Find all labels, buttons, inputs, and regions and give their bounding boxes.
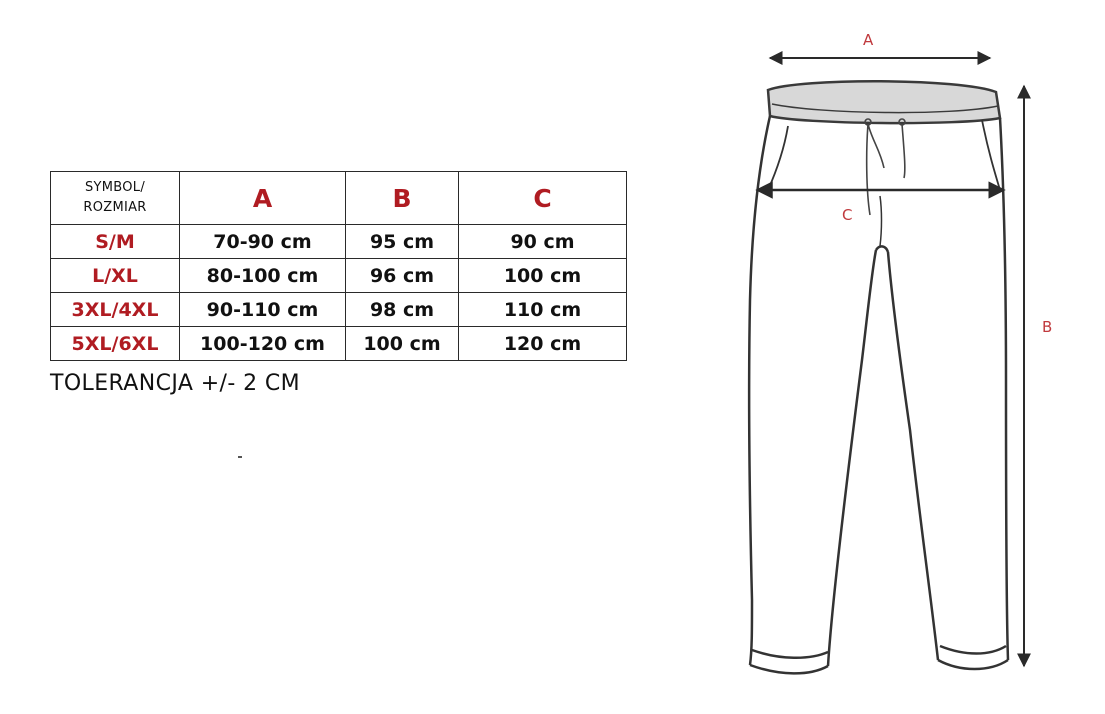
column-header-b: B <box>346 172 459 225</box>
drawstring <box>865 119 905 215</box>
value-cell-b: 100 cm <box>346 327 459 361</box>
label-b: B <box>1042 318 1053 336</box>
size-cell: S/M <box>51 225 180 259</box>
size-cell: 3XL/4XL <box>51 293 180 327</box>
waistband <box>768 81 1000 123</box>
value-cell-b: 98 cm <box>346 293 459 327</box>
value-cell-b: 96 cm <box>346 259 459 293</box>
value-cell-a: 90-110 cm <box>180 293 346 327</box>
column-header-c: C <box>459 172 627 225</box>
pants-outline <box>749 116 1008 673</box>
value-cell-c: 120 cm <box>459 327 627 361</box>
tolerance-note: TOLERANCJA +/- 2 CM <box>50 371 301 396</box>
value-cell-c: 110 cm <box>459 293 627 327</box>
value-cell-a: 100-120 cm <box>180 327 346 361</box>
size-cell: 5XL/6XL <box>51 327 180 361</box>
value-cell-a: 80-100 cm <box>180 259 346 293</box>
column-header-a: A <box>180 172 346 225</box>
corner-header-line2: ROZMIAR <box>83 200 147 215</box>
corner-header-line1: SYMBOL/ <box>84 180 146 195</box>
value-cell-c: 90 cm <box>459 225 627 259</box>
label-a: A <box>863 31 874 49</box>
value-cell-a: 70-90 cm <box>180 225 346 259</box>
value-cell-c: 100 cm <box>459 259 627 293</box>
size-cell: L/XL <box>51 259 180 293</box>
label-c: C <box>842 206 853 224</box>
value-cell-b: 95 cm <box>346 225 459 259</box>
